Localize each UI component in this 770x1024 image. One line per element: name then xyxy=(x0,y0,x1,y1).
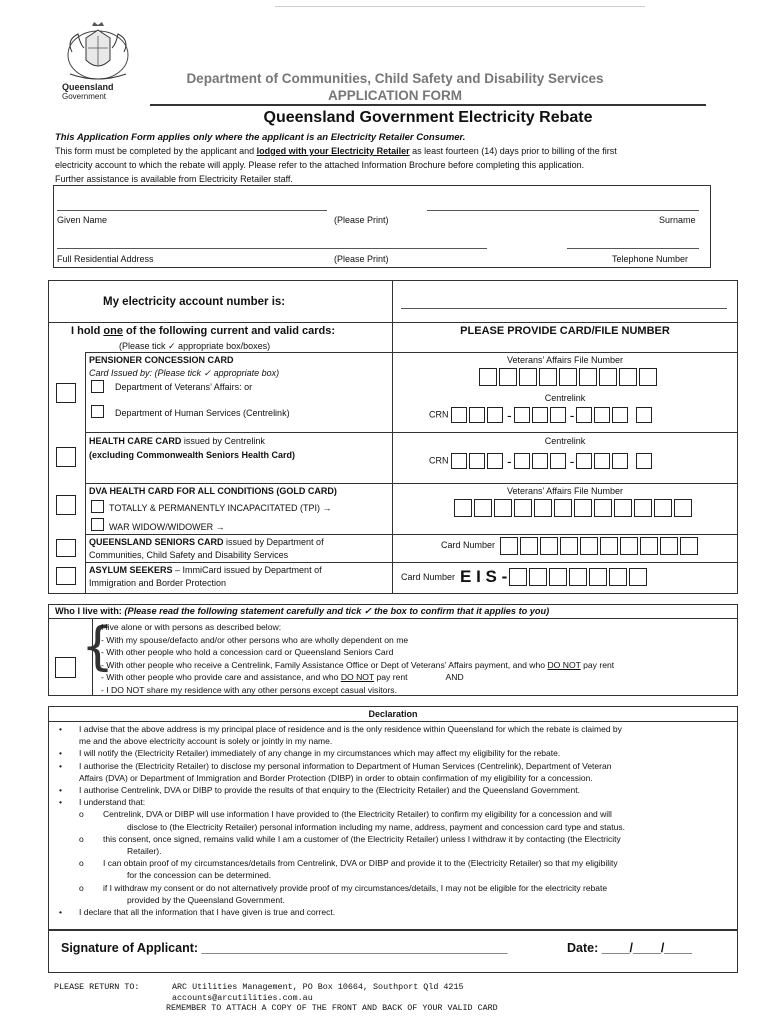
hold-b: one xyxy=(103,325,123,337)
crn-label-1: CRN xyxy=(429,409,449,420)
signature-field[interactable]: Signature of Applicant: ____________________________________________ xyxy=(61,941,508,955)
sub-bullet: o xyxy=(79,858,84,869)
bullet: • xyxy=(59,760,62,771)
health-title-b: HEALTH CARE CARD xyxy=(89,436,182,446)
given-name-label: Given Name xyxy=(57,215,108,225)
live-with-heading-a: Who I live with: xyxy=(55,606,125,616)
hold-c: of the following current and valid cards: xyxy=(122,325,336,337)
given-name-line[interactable] xyxy=(57,210,327,211)
return-to-label: PLEASE RETURN TO: xyxy=(54,982,140,992)
do-not-1: DO NOT xyxy=(547,659,581,670)
provide-number-heading: PLEASE PROVIDE CARD/FILE NUMBER xyxy=(460,325,670,337)
sub-bullet: o xyxy=(79,833,84,844)
decl-s3a: I can obtain proof of my circumstances/details from Centrelink, DVA or DIBP and provide it to the (Electricity Retailer) so that my eligibility xyxy=(103,858,618,869)
seniors-title xyxy=(89,537,324,547)
please-print-1: (Please Print) xyxy=(334,215,389,225)
dhs-option-label: Department of Human Services (Centrelink) xyxy=(115,408,290,418)
address-line[interactable] xyxy=(57,248,487,249)
telephone-line[interactable] xyxy=(567,248,699,249)
va-file-label-1: Veterans’ Affairs File Number xyxy=(506,355,624,365)
live-with-box xyxy=(48,604,738,696)
seniors-dept: Communities, Child Safety and Disability Services xyxy=(89,550,289,560)
decl-item xyxy=(55,784,735,796)
intro-p3: Further assistance is available from Electricity Retailer staff. xyxy=(55,174,293,184)
live-with-list xyxy=(101,621,614,697)
centrelink-label-1: Centrelink xyxy=(544,393,586,403)
decl-b1a: I advise that the above address is my principal place of residence and is the only residence within Queensland for which the rebate is claimed by xyxy=(79,724,622,734)
gold-title: DVA HEALTH CARD FOR ALL CONDITIONS (GOLD CARD) xyxy=(89,486,337,496)
brace-icon: { xyxy=(81,617,115,677)
decl-item xyxy=(55,723,735,735)
health-title xyxy=(89,436,265,446)
seniors-card-checkbox[interactable] xyxy=(56,539,76,557)
dhs-option-checkbox[interactable] xyxy=(91,405,104,418)
asylum-issued: – ImmiCard issued by Department of xyxy=(172,565,322,575)
asylum-card-number[interactable] xyxy=(401,567,649,587)
attach-reminder: REMEMBER TO ATTACH A COPY OF THE FRONT AND BACK OF YOUR VALID CARD xyxy=(166,1003,498,1013)
telephone-label: Telephone Number xyxy=(612,254,689,264)
live-with-item xyxy=(101,671,614,684)
eis-prefix: E I S - xyxy=(460,567,508,586)
decl-b6: I declare that all the information that I have given is true and correct. xyxy=(79,907,336,918)
surname-label: Surname xyxy=(659,215,696,225)
declaration-title: Declaration xyxy=(368,709,418,719)
va-file-boxes-2[interactable] xyxy=(454,499,694,517)
signature-box xyxy=(48,930,738,973)
live-with-item: - With my spouse/defacto and/or other persons who are wholly dependent on me xyxy=(101,634,409,645)
health-issued: issued by Centrelink xyxy=(181,436,265,446)
decl-item xyxy=(55,796,735,808)
surname-line[interactable] xyxy=(427,210,699,211)
live-with-item-text: - With other people who provide care and assistance, and who xyxy=(101,672,341,683)
pensioner-title: PENSIONER CONCESSION CARD xyxy=(89,355,234,365)
qld-crest-logo xyxy=(58,22,138,104)
sub-bullet: o xyxy=(79,809,84,820)
date-field[interactable]: Date: ____/____/____ xyxy=(567,941,693,955)
and-label: AND xyxy=(445,672,464,683)
return-address: ARC Utilities Management, PO Box 10664, Southport Qld 4215 xyxy=(172,982,464,992)
hold-a: I hold xyxy=(71,325,104,337)
decl-sub xyxy=(55,808,735,820)
crest-icon xyxy=(58,22,138,84)
centrelink-label-2: Centrelink xyxy=(544,436,586,446)
please-print-2: (Please Print) xyxy=(334,254,389,264)
pay-rent-2: pay rent xyxy=(374,672,408,683)
seniors-title-b: QUEENSLAND SENIORS CARD xyxy=(89,537,224,547)
declaration-text xyxy=(55,723,735,918)
dva-option-label: Department of Veterans’ Affairs: or xyxy=(115,382,253,392)
form-type: APPLICATION FORM xyxy=(328,88,462,103)
tpi-label: TOTALLY & PERMANENTLY INCAPACITATED (TPI) → xyxy=(109,503,332,513)
seniors-issued: issued by Department of xyxy=(223,537,324,547)
tpi-checkbox[interactable] xyxy=(91,500,104,513)
intro-p2: electricity account to which the rebate will apply. Please refer to the attached Information Brochure before completing this application. xyxy=(55,160,585,170)
do-not-2: DO NOT xyxy=(340,672,375,683)
live-with-item-text: - With other people who receive a Centrelink, Family Assistance Office or Dept of Veterans’ Affairs payment, and who xyxy=(101,659,548,670)
decl-item xyxy=(55,747,735,759)
asylum-dept: Immigration and Border Protection xyxy=(89,578,227,588)
gold-card-checkbox[interactable] xyxy=(56,495,76,515)
va-file-boxes-1[interactable] xyxy=(479,368,659,386)
crn-boxes-2[interactable]: CRN - - xyxy=(429,453,654,469)
footer xyxy=(54,982,498,1014)
declaration-box xyxy=(48,706,738,930)
card-number-label-1: Card Number xyxy=(441,540,496,551)
health-excl: (excluding Commonwealth Seniors Health Card) xyxy=(89,450,296,460)
decl-s4b: provided by the Queensland Government. xyxy=(127,894,285,905)
decl-item xyxy=(55,906,735,918)
live-with-intro: I live alone or with persons as described below: xyxy=(101,622,282,632)
intro-p1a: This form must be completed by the applicant and xyxy=(55,146,257,156)
applies-note: This Application Form applies only where the applicant is an Electricity Retailer Consumer. xyxy=(55,132,466,143)
bullet: • xyxy=(59,748,62,759)
decl-s1b: disclose to (the Electricity Retailer) personal information including my name, address, payment and concession card type and status. xyxy=(127,821,625,832)
account-number-line[interactable] xyxy=(401,308,727,309)
dva-option-checkbox[interactable] xyxy=(91,380,104,393)
intro-p1b: lodged with your Electricity Retailer xyxy=(256,146,410,156)
bullet: • xyxy=(59,907,62,918)
bullet: • xyxy=(59,797,62,808)
decl-sub xyxy=(55,882,735,894)
applicant-details-box xyxy=(53,185,711,268)
war-widow-checkbox[interactable] xyxy=(91,518,104,531)
decl-b5: I understand that: xyxy=(79,797,146,808)
hold-cards-heading xyxy=(71,325,335,337)
decl-s2b: Retailer). xyxy=(127,846,162,857)
decl-s2a: this consent, once signed, remains valid while I am a customer of (the Electricity Retailer) unless I withdraw it by contacting (the Electricity xyxy=(103,833,621,844)
decl-b1b: me and the above electricity account is solely or jointly in my name. xyxy=(79,736,333,747)
live-with-heading-b: (Please read the following statement carefully and tick ✓ the box to confirm that it applies to you) xyxy=(124,606,550,616)
decl-sub xyxy=(55,833,735,845)
department-name: Department of Communities, Child Safety and Disability Services xyxy=(186,71,604,86)
asylum-title xyxy=(89,565,322,575)
logo-line2: Government xyxy=(62,92,107,101)
header-rule xyxy=(150,104,706,106)
decl-item xyxy=(55,760,735,772)
decl-sub xyxy=(55,857,735,869)
pensioner-card-checkbox[interactable] xyxy=(56,383,76,403)
card-number-label-2: Card Number xyxy=(401,572,456,582)
decl-s4a: if I withdraw my consent or do not alternatively provide proof of my circumstances/details, I may not be eligible for the electricity rebate xyxy=(103,882,608,893)
asylum-title-b: ASYLUM SEEKERS xyxy=(89,565,173,575)
address-label: Full Residential Address xyxy=(57,254,154,264)
bullet: • xyxy=(59,724,62,734)
live-with-heading xyxy=(55,606,549,617)
seniors-card-number[interactable] xyxy=(441,537,700,555)
war-widow-label: WAR WIDOW/WIDOWER → xyxy=(109,522,225,532)
decl-b2: I will notify the (Electricity Retailer) immediately of any change in my circumstances which may affect my eligibility for the rebate. xyxy=(79,748,561,759)
crn-boxes-1[interactable]: CRN - - xyxy=(429,407,654,423)
sub-bullet: o xyxy=(79,882,84,893)
live-with-item xyxy=(101,659,614,672)
va-file-label-2: Veterans’ Affairs File Number xyxy=(506,486,624,496)
cards-table xyxy=(48,280,738,594)
intro-p1c: as least fourteen (14) days prior to billing of the first xyxy=(409,146,617,156)
intro-p1 xyxy=(55,146,617,156)
account-label: My electricity account number is: xyxy=(103,296,286,308)
bullet: • xyxy=(59,785,62,796)
decl-b3b: Affairs (DVA) or Department of Immigration and Border Protection (DIBP) in order to obtain confirmation of my eligibility for a concession. xyxy=(79,772,593,783)
please-tick-note: (Please tick ✓ appropriate box/boxes) xyxy=(119,341,271,351)
live-with-confirm-checkbox[interactable] xyxy=(55,657,76,678)
decl-b3a: I authorise the (Electricity Retailer) to disclose my personal information to Department of Human Services (Centrelink), Department of Veteran xyxy=(79,760,612,771)
top-rule xyxy=(275,6,645,7)
decl-b4: I authorise Centrelink, DVA or DIBP to provide the results of that enquiry to the (Electricity Retailer) and the Queensland Government. xyxy=(79,785,580,796)
pay-rent-1: pay rent xyxy=(580,659,615,670)
return-email: accounts@arcutilities.com.au xyxy=(172,992,313,1003)
footer-line1 xyxy=(54,982,498,993)
health-care-card-checkbox[interactable] xyxy=(56,447,76,467)
crn-label-2: CRN xyxy=(429,455,449,466)
live-with-item: - I DO NOT share my residence with any other persons except casual visitors. xyxy=(101,684,397,695)
live-with-item: - With other people who hold a concession card or Queensland Seniors Card xyxy=(101,647,394,658)
decl-s1a: Centrelink, DVA or DIBP will use information I have provided to (the Electricity Retailer) to confirm my eligibility for a concession and will xyxy=(103,809,612,820)
asylum-card-checkbox[interactable] xyxy=(56,567,76,585)
decl-s3b: for the concession can be determined. xyxy=(127,870,272,881)
page-title: Queensland Government Electricity Rebate xyxy=(263,109,593,126)
logo-line1: Queensland xyxy=(62,82,114,92)
pensioner-issued: Card Issued by: (Please tick ✓ appropriate box) xyxy=(89,368,280,378)
